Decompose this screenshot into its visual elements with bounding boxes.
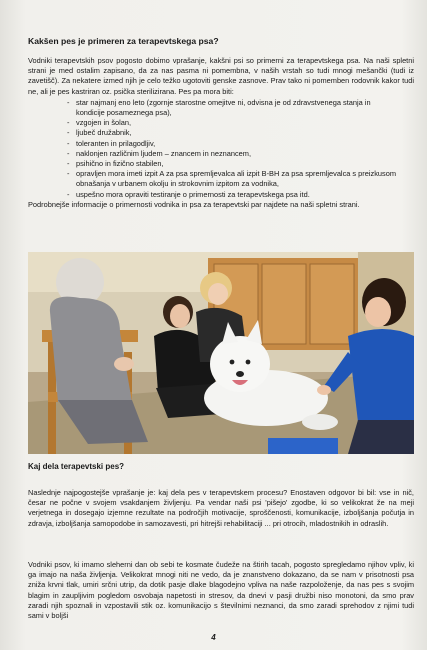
what-dog-does-paragraph: Naslednje najpogostejše vprašanje je: kaj dela pes v terapevtskem procesu? Enostaven odgovor bi bil: vse in nič, česar ne počne v svojem vsakdanjem življenju. Pa vendar naši psi 'pišejo' zgodbe, ki so velikokrat že na meji verjetnega in dosegajo izjemne rezultate na področjih motivacije, sproščenosti, komunikacije, izboljšanja počutja in zdravja, izboljšanja samopodobe in samozavesti, pri hitrejši rehabilitaciji ... pri otrocih, mladostnikih in odraslih. bbox=[28, 488, 414, 528]
more-info-paragraph: Podrobnejše informacije o primernosti vodnika in psa za terapevtski par najdete na naši spletni strani. bbox=[28, 199, 360, 209]
requirement-item: - uspešno mora opraviti testiranje o primernosti za terapevtskega psa itd. bbox=[70, 190, 400, 200]
requirement-item: - vzgojen in šolan, bbox=[70, 118, 400, 128]
intro-section bbox=[28, 56, 414, 210]
intro-paragraph: Vodniki terapevtskih psov pogosto dobimo vprašanje, kakšni psi so primerni za terapevtskega psa. Na naši spletni strani je med ostalim zapisano, da za nas pasma ni pomembna, v naših vrstah so tudi mnogi mešančki (tudi iz zavetišč). Za nekatere izmed njih je celo težko ugotoviti genske zasnove. Prav tako ni pomemben rodovnik kakor tudi ne, ali je pes kastriran oz. psička sterilizirana. Pes pa mora biti: bbox=[28, 56, 414, 96]
handlers-paragraph: Vodniki psov, ki imamo sleherni dan ob sebi te kosmate čudeže na štirih tacah, pogosto spregledamo njihov vpliv, ki ga imajo na naša življenja. Velikokrat mnogi niti ne vedo, da je znanstveno dokazano, da se nam v prisotnosti psa zniža krvni tlak, umiri srčni utrip, da dotik pasje dlake blagodejno vpliva na naše razpoloženje, da nas pes s svojim blagim in zaupljivim pogledom osvobaja napetosti in stresov, da dnevi v pasji družbi niso monotoni, da smo prav zaradi njih spoznali in vzpostavili stik oz. komunikacijo s številnimi neznanci, da smo zaradi sprehodov z njimi tudi sami v boljši bbox=[28, 560, 414, 621]
section-heading: Kakšen pes je primeren za terapevtskega psa? bbox=[28, 36, 219, 46]
photo-caption: Kaj dela terapevtski pes? bbox=[28, 462, 125, 471]
requirement-item: - star najmanj eno leto (zgornje starostne omejitve ni, odvisna je od zdravstvenega stanja in kondicije posameznega psa), bbox=[70, 98, 400, 118]
handlers-section bbox=[28, 560, 414, 621]
requirement-item: - toleranten in prilagodljiv, bbox=[70, 139, 400, 149]
page-number: 4 bbox=[211, 633, 216, 642]
therapy-dog-photo bbox=[28, 252, 414, 454]
what-dog-does-section bbox=[28, 488, 414, 529]
requirement-item: - ljubeč družabnik, bbox=[70, 128, 400, 138]
requirements-list bbox=[70, 98, 400, 200]
requirement-item: - opravljen mora imeti izpit A za psa spremljevalca ali izpit B-BH za psa spremljevalca s preizkusom obnašanja v urbanem okolju in strokovnim izpitom za vodnika, bbox=[70, 169, 400, 189]
requirement-item: - psihično in fizično stabilen, bbox=[70, 159, 400, 169]
requirement-item: - naklonjen različnim ljudem – znancem in neznancem, bbox=[70, 149, 400, 159]
